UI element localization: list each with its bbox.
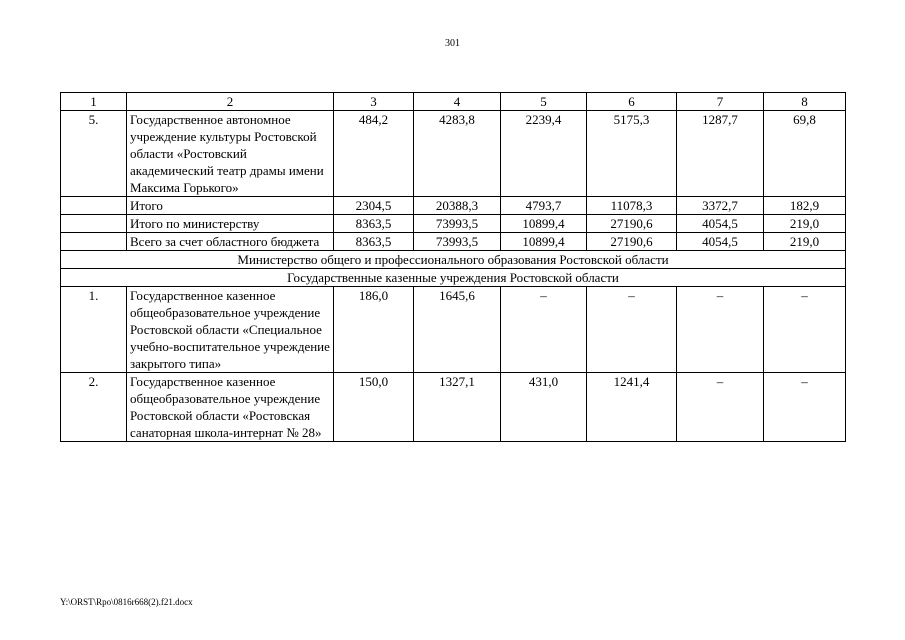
value-cell: – <box>677 373 764 442</box>
value-cell: 4283,8 <box>414 111 501 197</box>
value-cell: 219,0 <box>764 233 846 251</box>
value-cell: 5175,3 <box>587 111 677 197</box>
value-cell: 1287,7 <box>677 111 764 197</box>
value-cell: 20388,3 <box>414 197 501 215</box>
value-cell: – <box>764 287 846 373</box>
value-cell: – <box>587 287 677 373</box>
column-header: 1 <box>61 93 127 111</box>
value-cell: 11078,3 <box>587 197 677 215</box>
section-row <box>61 251 846 269</box>
table-row <box>61 215 846 233</box>
column-header: 2 <box>127 93 334 111</box>
value-cell: 8363,5 <box>334 233 414 251</box>
value-cell: 1327,1 <box>414 373 501 442</box>
value-cell: 4793,7 <box>501 197 587 215</box>
column-header: 4 <box>414 93 501 111</box>
value-cell: 431,0 <box>501 373 587 442</box>
institution-name: Итого по министерству <box>127 215 334 233</box>
column-header: 8 <box>764 93 846 111</box>
value-cell: 73993,5 <box>414 233 501 251</box>
value-cell: – <box>677 287 764 373</box>
row-number: 2. <box>61 373 127 442</box>
section-title: Государственные казенные учреждения Ростовской области <box>61 269 846 287</box>
document-path: Y:\ORST\Rpo\0816r668(2).f21.docx <box>60 597 193 607</box>
value-cell: 27190,6 <box>587 215 677 233</box>
value-cell: 3372,7 <box>677 197 764 215</box>
value-cell: 1241,4 <box>587 373 677 442</box>
row-number <box>61 233 127 251</box>
value-cell: – <box>501 287 587 373</box>
value-cell: 73993,5 <box>414 215 501 233</box>
table-row <box>61 197 846 215</box>
value-cell: 4054,5 <box>677 233 764 251</box>
value-cell: 186,0 <box>334 287 414 373</box>
value-cell: 4054,5 <box>677 215 764 233</box>
value-cell: 69,8 <box>764 111 846 197</box>
column-header: 6 <box>587 93 677 111</box>
header-row <box>61 93 846 111</box>
value-cell: 484,2 <box>334 111 414 197</box>
value-cell: 1645,6 <box>414 287 501 373</box>
row-number <box>61 215 127 233</box>
value-cell: 8363,5 <box>334 215 414 233</box>
value-cell: 219,0 <box>764 215 846 233</box>
value-cell: 2304,5 <box>334 197 414 215</box>
value-cell: 10899,4 <box>501 233 587 251</box>
table-row <box>61 233 846 251</box>
value-cell: 27190,6 <box>587 233 677 251</box>
section-row <box>61 269 846 287</box>
row-number <box>61 197 127 215</box>
page-number: 301 <box>445 38 460 49</box>
table-row <box>61 287 846 373</box>
column-header: 5 <box>501 93 587 111</box>
table-row <box>61 373 846 442</box>
table-body <box>61 93 846 442</box>
value-cell: 10899,4 <box>501 215 587 233</box>
institution-name: Государственное казенное общеобразовательное учреждение Ростовской области «Ростовская санаторная школа-интернат № 28» <box>127 373 334 442</box>
institution-name: Государственное автономное учреждение культуры Ростовской области «Ростовский академический театр драмы имени Максима Горького» <box>127 111 334 197</box>
column-header: 3 <box>334 93 414 111</box>
value-cell: 182,9 <box>764 197 846 215</box>
table-row <box>61 111 846 197</box>
value-cell: 2239,4 <box>501 111 587 197</box>
institution-name: Государственное казенное общеобразовательное учреждение Ростовской области «Специальное учебно-воспитательное учреждение закрытого типа» <box>127 287 334 373</box>
section-title: Министерство общего и профессионального образования Ростовской области <box>61 251 846 269</box>
institution-name: Итого <box>127 197 334 215</box>
budget-table <box>60 92 846 442</box>
institution-name: Всего за счет областного бюджета <box>127 233 334 251</box>
value-cell: 150,0 <box>334 373 414 442</box>
column-header: 7 <box>677 93 764 111</box>
row-number: 5. <box>61 111 127 197</box>
row-number: 1. <box>61 287 127 373</box>
value-cell: – <box>764 373 846 442</box>
